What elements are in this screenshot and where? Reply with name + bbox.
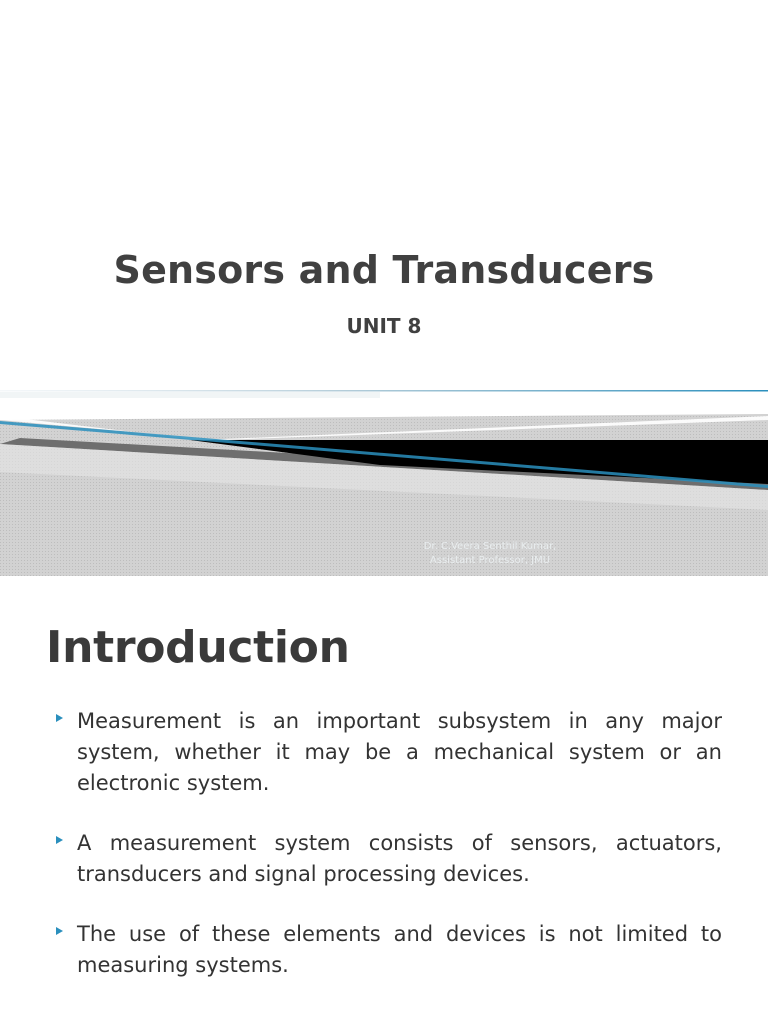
author-title: Assistant Professor, JMU — [429, 555, 551, 566]
introduction-slide — [0, 576, 768, 1024]
list-item — [56, 828, 722, 890]
author-name: Dr. C.Veera Senthil Kumar, — [423, 541, 557, 552]
triangle-bullet-icon — [56, 836, 63, 844]
slide-heading: Introduction — [46, 622, 350, 673]
list-item — [56, 706, 722, 799]
accent-line — [0, 390, 768, 392]
bullet-list — [56, 706, 722, 1010]
accent-fade — [0, 392, 380, 398]
bullet-text: Measurement is an important subsystem in any major system, whether it may be a mechanical system or an electronic system. — [77, 709, 722, 795]
list-item — [56, 919, 722, 981]
slide-subtitle: UNIT 8 — [346, 314, 422, 338]
bullet-text: The use of these elements and devices is not limited to measuring systems. — [77, 922, 722, 977]
triangle-bullet-icon — [56, 927, 63, 935]
triangle-bullet-icon — [56, 714, 63, 722]
slide-title: Sensors and Transducers — [113, 248, 655, 292]
bullet-text: A measurement system consists of sensors, actuators, transducers and signal processing devices. — [77, 831, 722, 886]
